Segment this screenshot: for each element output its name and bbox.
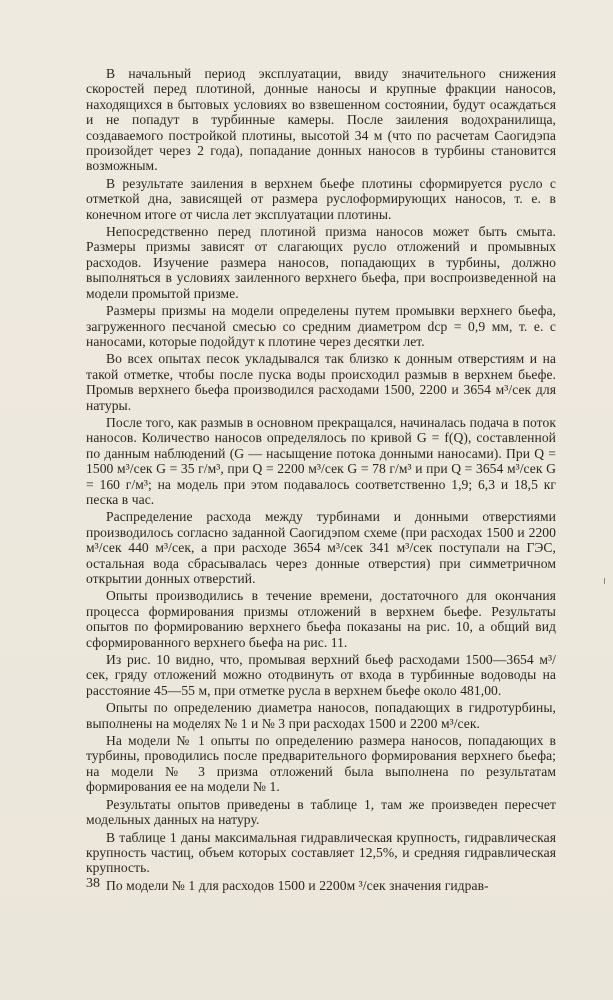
- page-number: 38: [86, 876, 100, 891]
- paragraph-2: В результате заиления в верхнем бьефе плотины сформируется русло с отметкой дна, зависящей от размера руслоформирующих наносов, т. е. в конечном итоге от числа лет эксплуатации плотины.: [86, 175, 556, 222]
- paragraph-6: После того, как размыв в основном прекращался, начиналась подача в поток наносов. Количество наносов определялось по кривой G = f(Q), составленной по данным наблюдений (G — насыщение потока донными наносами). При Q = 1500 м³/сек G = 35 г/м³, при Q = 2200 м³/сек G = 78 г/м³ и при Q = 3654 м³/сек G = 160 г/м³; на модель при этом подавалось соответственно 1,9; 6,3 и 18,5 кг песка в час.: [86, 414, 556, 507]
- paragraph-5: Во всех опытах песок укладывался так близко к донным отверстиям и на такой отметке, чтобы после пуска воды происходил размыв в верхнем бьефе. Промыв верхнего бьефа производился расходами 1500, 2200 и 3654 м³/сек для натуры.: [86, 351, 556, 413]
- paragraph-1: В начальный период эксплуатации, ввиду значительного снижения скоростей перед плотиной, донные наносы и крупные фракции наносов, находящихся в бытовых условиях во взвешенном состоянии, будут осаждаться и не попадут в турбинные камеры. После заиления водохранилища, создаваемого постройкой плотины, высотой 34 м (что по расчетам Саогидэпа произойдет через 2 года), попадание донных наносов в турбины становится возможным.: [86, 66, 556, 174]
- paragraph-12: Результаты опытов приведены в таблице 1, там же произведен пересчет модельных данных на натуру.: [86, 796, 556, 828]
- paragraph-10: Опыты по определению диаметра наносов, попадающих в гидротурбины, выполнены на моделях № 1 и № 3 при расходах 1500 и 2200 м³/сек.: [86, 700, 556, 731]
- paragraph-8: Опыты производились в течение времени, достаточного для окончания процесса формирования призмы отложений в верхнем бьефе. Результаты опытов по формированию верхнего бьефа показаны на рис. 10, а общий вид сформированного верхнего бьефа на рис. 11.: [86, 588, 556, 650]
- paragraph-9: Из рис. 10 видно, что, промывая верхний бьеф расходами 1500—3654 м³/сек, гряду отложений можно отодвинуть от входа в турбинные водоводы на расстояние 45—55 м, при отметке русла в верхнем бьефе около 481,00.: [86, 652, 556, 698]
- paragraph-4: Размеры призмы на модели определены путем промывки верхнего бьефа, загруженного песчаной смесью со средним диаметром dср = 0,9 мм, т. е. с наносами, которые подойдут к плотине через десятки лет.: [86, 303, 556, 349]
- paragraph-14: По модели № 1 для расходов 1500 и 2200м ³/сек значения гидрав-: [106, 877, 489, 893]
- paragraph-7: Распределение расхода между турбинами и донными отверстиями производилось согласно заданной Саогидэпом схеме (при расходах 1500 и 2200 м³/сек 440 м³/сек, а при расходе 3654 м³/сек 341 м³/сек поступали на ГЭС, остальная вода сбрасывалась через донные отверстия) при симметричном открытии донных отверстий.: [86, 509, 556, 586]
- body-text: [86, 66, 556, 895]
- paragraph-13: В таблице 1 даны максимальная гидравлическая крупность, гидравлическая крупность частиц, объем которых составляет 12,5%, и средняя гидравлическая крупность.: [86, 829, 556, 876]
- paragraph-3: Непосредственно перед плотиной призма наносов может быть смыта. Размеры призмы зависят от слагающих русло отложений и промывных расходов. Изучение размера наносов, попадающих в турбины, должно выполняться в условиях заиленного верхнего бьефа, при воспроизведенной на модели промытой призме.: [86, 224, 556, 301]
- paragraph-11: На модели № 1 опыты по определению размера наносов, попадающих в турбины, проводились после предварительного формирования верхнего бьефа; на модели № 3 призма отложений была выполнена по результатам формирования ее на модели № 1.: [86, 733, 556, 795]
- margin-mark: [604, 578, 605, 584]
